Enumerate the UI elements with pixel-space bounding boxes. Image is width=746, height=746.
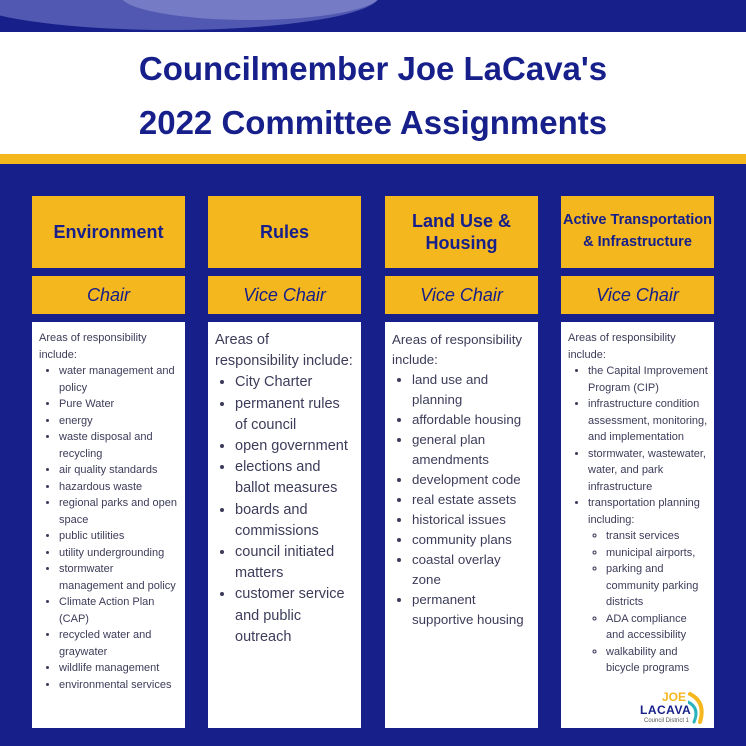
committee-role: Vice Chair — [561, 276, 714, 314]
list-item: • Climate Action Plan (CAP) — [59, 594, 179, 627]
list-item: • stormwater, wastewater, water, and park infrastructure — [588, 446, 708, 496]
list-item: • land use and planning — [412, 370, 532, 410]
list-item: • air quality standards — [59, 462, 179, 479]
list-item: • general plan amendments — [412, 430, 532, 470]
committee-column-active-transportation — [561, 196, 714, 728]
list-item: • infrastructure condition assessment, monitoring, and implementation — [588, 396, 708, 446]
list-item — [588, 495, 708, 677]
committee-name: Land Use & Housing — [385, 196, 538, 268]
list-item: • permanent supportive housing — [412, 590, 532, 630]
divider — [0, 154, 746, 164]
committee-role: Chair — [32, 276, 185, 314]
list-item: • customer service and public outreach — [235, 584, 355, 648]
page-title: Councilmember Joe LaCava's — [138, 50, 608, 87]
list-item: • coastal overlay zone — [412, 550, 532, 590]
list-item: • public utilities — [59, 528, 179, 545]
list-item: • development code — [412, 470, 532, 490]
list-item-label: transportation planning including: — [588, 497, 700, 526]
list-item: • waste disposal and recycling — [59, 429, 179, 462]
sub-list-item: ◦ ADA compliance and accessibility — [606, 611, 708, 644]
logo-arc-icon — [688, 692, 708, 726]
sub-list — [588, 528, 708, 677]
list-item: • the Capital Improvement Program (CIP) — [588, 363, 708, 396]
title-panel — [0, 32, 746, 154]
sub-list-item: ◦ municipal airports, — [606, 545, 708, 562]
responsibilities-list — [392, 370, 532, 630]
list-item: • community plans — [412, 530, 532, 550]
responsibilities-list — [215, 372, 355, 648]
responsibilities-intro: Areas of responsibility include: — [392, 332, 523, 367]
page-subtitle: 2022 Committee Assignments — [138, 104, 608, 141]
list-item: • City Charter — [235, 372, 355, 393]
responsibilities-list — [39, 363, 179, 693]
list-item: • elections and ballot measures — [235, 457, 355, 499]
list-item: • water management and policy — [59, 363, 179, 396]
logo-text: LACAVA — [640, 703, 692, 717]
committee-name: Rules — [208, 196, 361, 268]
list-item: • hazardous waste — [59, 479, 179, 496]
list-item: • wildlife management — [59, 660, 179, 677]
responsibilities-box — [385, 322, 538, 728]
committee-column-environment — [32, 196, 185, 728]
responsibilities-box — [32, 322, 185, 728]
logo-subtext: Council District 1 — [644, 718, 690, 724]
list-item: • boards and commissions — [235, 500, 355, 542]
responsibilities-box — [561, 322, 714, 728]
sub-list-item: ◦ transit services — [606, 528, 708, 545]
list-item: • real estate assets — [412, 490, 532, 510]
logo-text: JOE — [662, 690, 687, 704]
top-banner — [0, 0, 746, 32]
sub-list-item: ◦ walkability and bicycle programs — [606, 644, 708, 677]
sub-list-item: ◦ parking and community parking districts — [606, 561, 708, 611]
list-item: • regional parks and open space — [59, 495, 179, 528]
list-item: • council initiated matters — [235, 542, 355, 584]
list-item: • recycled water and graywater — [59, 627, 179, 660]
list-item: • permanent rules of council — [235, 394, 355, 436]
responsibilities-box — [208, 322, 361, 728]
list-item: • stormwater management and policy — [59, 561, 179, 594]
list-item: • affordable housing — [412, 410, 532, 430]
list-item: • energy — [59, 413, 179, 430]
committee-name: Active Transportation & Infrastructure — [561, 196, 714, 268]
committee-role: Vice Chair — [208, 276, 361, 314]
list-item: • environmental services — [59, 677, 179, 694]
responsibilities-intro: Areas of responsibility include: — [39, 332, 147, 361]
committee-column-rules — [208, 196, 361, 728]
committee-name: Environment — [32, 196, 185, 268]
responsibilities-list — [568, 363, 708, 677]
responsibilities-intro: Areas of responsibility include: — [568, 332, 676, 361]
responsibilities-intro: Areas of responsibility include: — [215, 332, 353, 370]
list-item: • open government — [235, 436, 355, 457]
list-item: • utility undergrounding — [59, 545, 179, 562]
list-item: • Pure Water — [59, 396, 179, 413]
committee-role: Vice Chair — [385, 276, 538, 314]
lacava-logo — [636, 690, 708, 730]
list-item: • historical issues — [412, 510, 532, 530]
committee-column-land-use-housing — [385, 196, 538, 728]
